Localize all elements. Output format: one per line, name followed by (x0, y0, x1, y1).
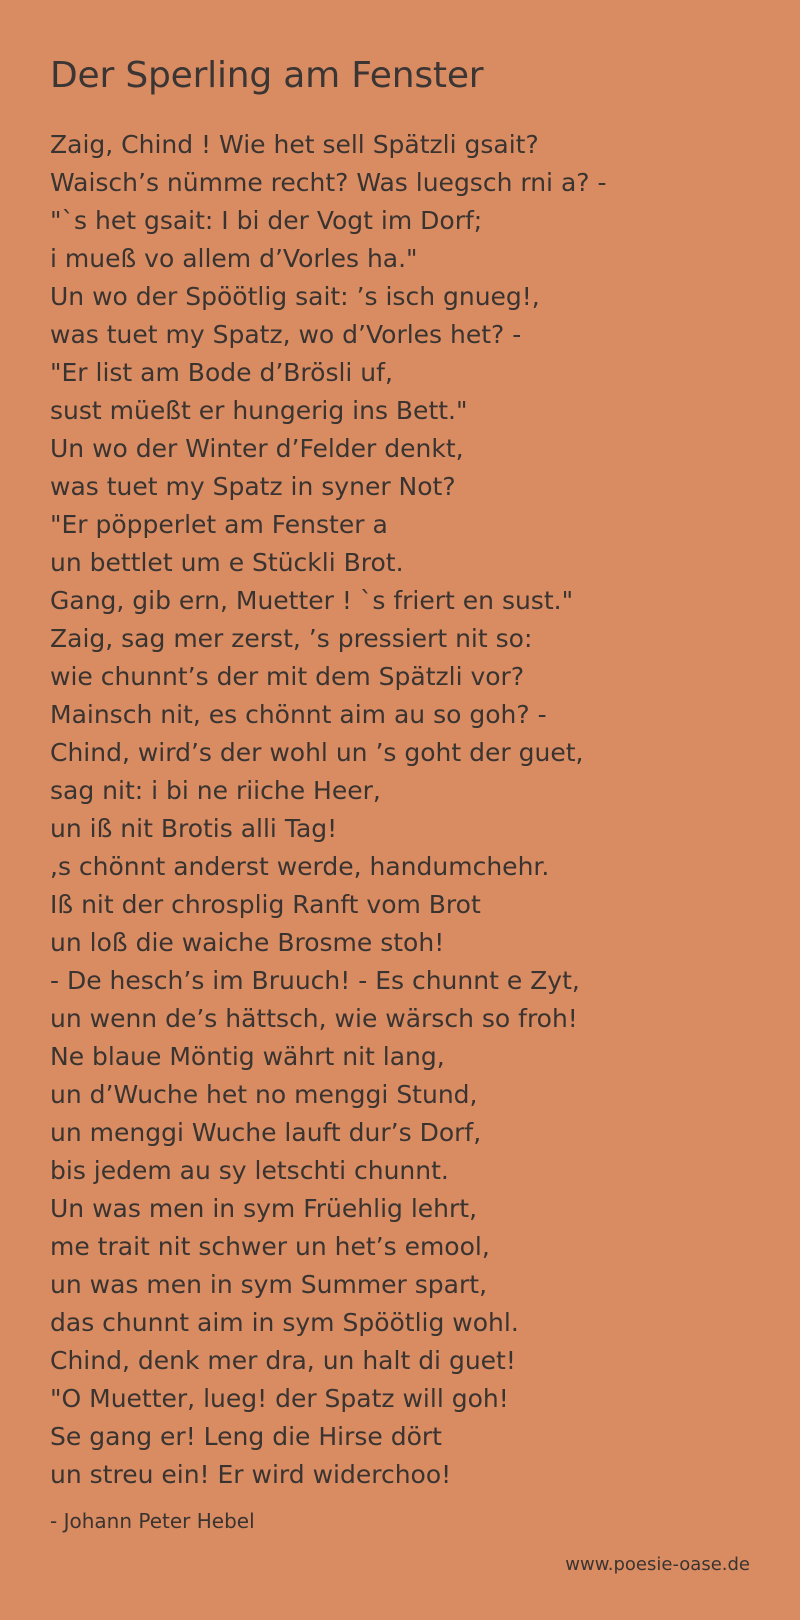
poem-line: me trait nit schwer un het’s emool, (50, 1232, 490, 1261)
poem-line: "Er list am Bode d’Brösli uf, (50, 358, 393, 387)
poem-line: Mainsch nit, es chönnt aim au so goh? - (50, 700, 547, 729)
poem-line: Ne blaue Möntig währt nit lang, (50, 1042, 445, 1071)
poem-line: was tuet my Spatz, wo d’Vorles het? - (50, 320, 522, 349)
poem-line: "`s het gsait: I bi der Vogt im Dorf; (50, 206, 483, 235)
poem-line: un streu ein! Er wird widerchoo! (50, 1460, 452, 1489)
poem-line: Iß nit der chrosplig Ranft vom Brot (50, 890, 481, 919)
poem-line: "Er pöpperlet am Fenster a (50, 510, 388, 539)
poem-line: Un wo der Winter d’Felder denkt, (50, 434, 464, 463)
poem-line: Se gang er! Leng die Hirse dört (50, 1422, 442, 1451)
poem-line: un d’Wuche het no menggi Stund, (50, 1080, 478, 1109)
poem-line: Waisch’s nümme recht? Was luegsch rni a? - (50, 168, 607, 197)
poem-line: un bettlet um e Stückli Brot. (50, 548, 404, 577)
poem-line: Chind, wird’s der wohl un ’s goht der guet, (50, 738, 584, 767)
poem-line: bis jedem au sy letschti chunnt. (50, 1156, 449, 1185)
poem-line: un was men in sym Summer spart, (50, 1270, 488, 1299)
poem-line: i mueß vo allem d’Vorles ha." (50, 244, 418, 273)
poem-line: sust müeßt er hungerig ins Bett." (50, 396, 468, 425)
poem-line: Zaig, sag mer zerst, ’s pressiert nit so: (50, 624, 533, 653)
poem-line: un loß die waiche Brosme stoh! (50, 928, 445, 957)
poem-line: Gang, gib ern, Muetter ! `s friert en sust." (50, 586, 574, 615)
poem-line: das chunnt aim in sym Spöötlig wohl. (50, 1308, 519, 1337)
poem-line: Un was men in sym Früehlig lehrt, (50, 1194, 478, 1223)
poem-line: un menggi Wuche lauft dur’s Dorf, (50, 1118, 482, 1147)
poem-author: - Johann Peter Hebel (50, 1509, 255, 1533)
poem-line: un wenn de’s hättsch, wie wärsch so froh! (50, 1004, 578, 1033)
poem-line: un iß nit Brotis alli Tag! (50, 814, 338, 843)
poem-title: Der Sperling am Fenster (50, 55, 484, 96)
poem-line: - De hesch’s im Bruuch! - Es chunnt e Zyt, (50, 966, 580, 995)
poem-line: "O Muetter, lueg! der Spatz will goh! (50, 1384, 509, 1413)
poem-card (50, 52, 750, 1536)
site-url: www.poesie-oase.de (565, 1554, 750, 1575)
poem-line: Zaig, Chind ! Wie het sell Spätzli gsait? (50, 130, 539, 159)
poem-line: ,s chönnt anderst werde, handumchehr. (50, 852, 550, 881)
poem-line: was tuet my Spatz in syner Not? (50, 472, 456, 501)
poem-line: Chind, denk mer dra, un halt di guet! (50, 1346, 516, 1375)
poem-line: wie chunnt’s der mit dem Spätzli vor? (50, 662, 525, 691)
poem-line: Un wo der Spöötlig sait: ’s isch gnueg!, (50, 282, 540, 311)
poem-line: sag nit: i bi ne riiche Heer, (50, 776, 381, 805)
poem-body (50, 126, 750, 1494)
